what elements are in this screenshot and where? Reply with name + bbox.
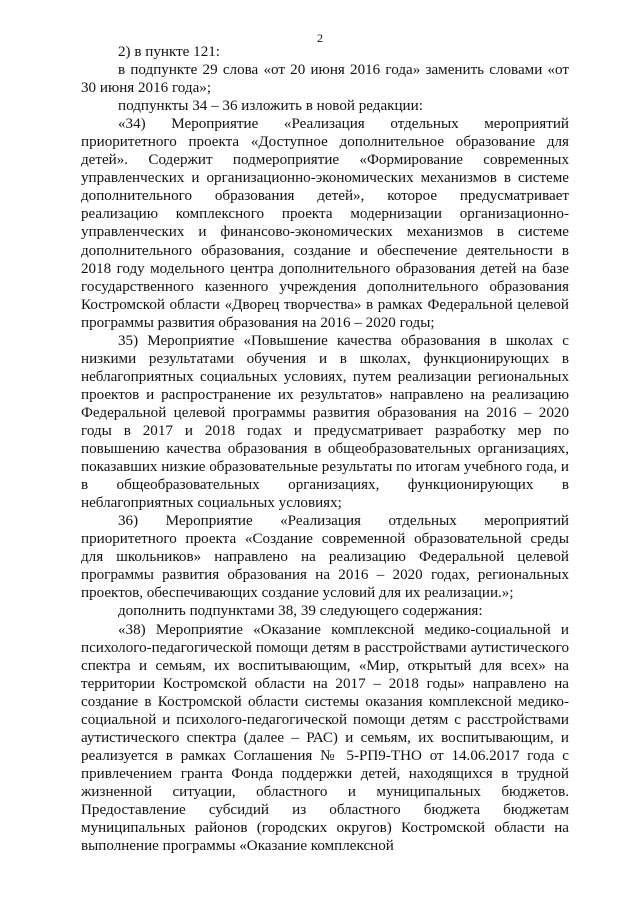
paragraph-38: «38) Мероприятие «Оказание комплексной медико-социальной и психолого-педагогической помощи детям в расстройствами аутистического спектра и семьям, их воспитывающим, «Мир, открытый для всех» на территории Костромской области на 2017 – 2018 годы» направлено на создание в Костромской области системы оказания комплексной медико-социальной и психолого-педагогической помощи детям с расстройствами аутистического спектра (далее – РАС) и семьям, их воспитывающим, и реализуется в рамках Соглашения № 5-РП9-ТНО от 14.06.2017 года с привлечением гранта Фонда поддержки детей, находящихся в трудной жизненной ситуации, областного и муниципальных бюджетов. Предоставление субсидий из областного бюджета бюджетам муниципальных районов (городских округов) Костромской области на выполнение программы «Оказание комплексной (81, 621, 569, 855)
paragraph-item-2: 2) в пункте 121: (118, 44, 220, 60)
paragraph-subitem-29: в подпункте 29 слова «от 20 июня 2016 года» заменить словами «от 30 июня 2016 года»; (81, 62, 569, 97)
paragraph-add-38-39: дополнить подпунктами 38, 39 следующего содержания: (118, 603, 483, 620)
paragraph-35: 35) Мероприятие «Повышение качества образования в школах с низкими результатами обучения и в школах, функционирующих в неблагоприятных социальных условиях, путем реализации региональных проектов и распространение их результатов» направлено на реализацию Федеральной целевой программы развития образования на 2016 – 2020 годы в 2017 и 2018 годах и предусматривает разработку мер по повышению качества образования в общеобразовательных организациях, показавших низкие образовательные результаты по итогам учебного года, и в общеобразовательных организациях, функционирующих в неблагоприятных социальных условиях; (81, 332, 570, 512)
page-number: 2 (317, 31, 323, 45)
paragraph-subitems-34-36: подпункты 34 – 36 изложить в новой редакции: (118, 98, 423, 115)
paragraph-36: 36) Мероприятие «Реализация отдельных мероприятий приоритетного проекта «Создание современной образовательной среды для школьников» направлено на реализацию Федеральной целевой программы развития образования на 2016 – 2020 годах, региональных проектов, обеспечивающих создание условий для их реализации.»; (81, 513, 569, 602)
paragraph-34: «34) Мероприятие «Реализация отдельных мероприятий приоритетного проекта «Доступное дополнительное образование для детей». Содержит подмероприятие «Формирование современных управленческих и организационно-экономических механизмов в системе дополнительного образования детей», которое предусматривает реализацию комплексного проекта модернизации организационно-управленческих и финансово-экономических механизмов в системе дополнительного образования, создание и обеспечение деятельности в 2018 году модельного центра дополнительного образования детей на базе государственного казенного учреждения дополнительного образования Костромской области «Дворец творчества» в рамках Федеральной целевой программы развития образования на 2016 – 2020 годы; (81, 116, 569, 331)
document-body (81, 43, 569, 855)
